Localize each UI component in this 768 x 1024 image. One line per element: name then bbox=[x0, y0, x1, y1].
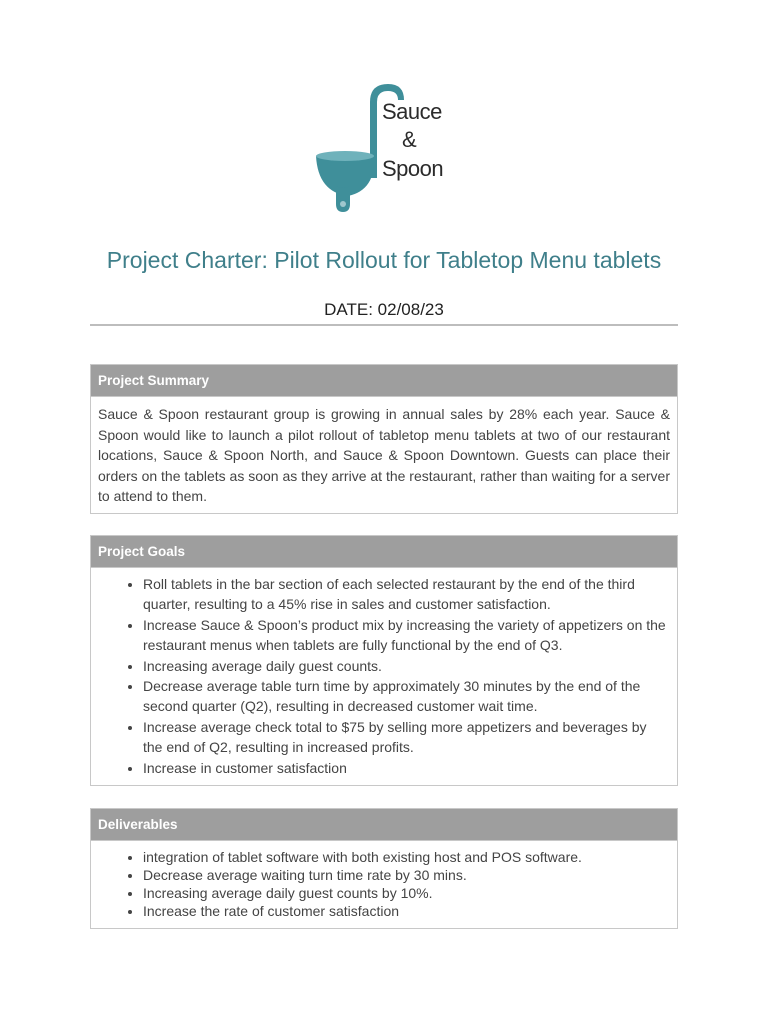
project-summary-body: Sauce & Spoon restaurant group is growing in annual sales by 28% each year. Sauce & Spoon would like to launch a pilot rollout of tabletop menu tablets at two of our restaurant locations, Sauce & Spoon North, and Sauce & Spoon Downtown. Guests can place their orders on the tablets as soon as they arrive at the restaurant, rather than waiting for a server to attend to them. bbox=[98, 406, 670, 504]
list-item: • Decrease average table turn time by approximately 30 minutes by the end of the second quarter (Q2), resulting in decreased customer wait time. bbox=[143, 676, 667, 717]
project-goals-header: Project Goals bbox=[91, 536, 677, 568]
project-goals-section bbox=[90, 535, 678, 786]
deliverables-header: Deliverables bbox=[91, 809, 677, 841]
page-title: Project Charter: Pilot Rollout for Tabletop Menu tablets bbox=[106, 247, 662, 273]
document-date: DATE: 02/08/23 bbox=[324, 300, 444, 319]
project-summary-section bbox=[90, 364, 678, 514]
project-summary-header: Project Summary bbox=[91, 365, 677, 397]
list-item: • Roll tablets in the bar section of each selected restaurant by the end of the third quarter, resulting to a 45% rise in sales and customer satisfaction. bbox=[143, 574, 667, 615]
list-item: • Increase average check total to $75 by selling more appetizers and beverages by the end of Q2, resulting in increased profits. bbox=[143, 717, 667, 758]
list-item: • Increasing average daily guest counts. bbox=[143, 656, 667, 676]
list-item: • Increase Sauce & Spoon’s product mix by increasing the variety of appetizers on the restaurant menus when tablets are fully functional by the end of Q3. bbox=[143, 615, 667, 656]
deliverables-section bbox=[90, 808, 678, 929]
ladle-drip bbox=[336, 186, 350, 212]
logo-text-spoon: Spoon bbox=[382, 156, 444, 181]
logo-text-ampersand: & bbox=[402, 127, 417, 152]
list-item: • Increase in customer satisfaction bbox=[143, 758, 667, 778]
list-item: • Increase the rate of customer satisfaction bbox=[143, 902, 667, 920]
date-divider bbox=[90, 324, 678, 326]
list-item: • Increasing average daily guest counts by 10%. bbox=[143, 884, 667, 902]
list-item: • integration of tablet software with both existing host and POS software. bbox=[143, 848, 667, 866]
logo-text-sauce: Sauce bbox=[382, 99, 442, 124]
list-item: • Decrease average waiting turn time rate by 30 mins. bbox=[143, 866, 667, 884]
project-goals-list bbox=[91, 568, 677, 778]
deliverables-list bbox=[91, 841, 677, 920]
